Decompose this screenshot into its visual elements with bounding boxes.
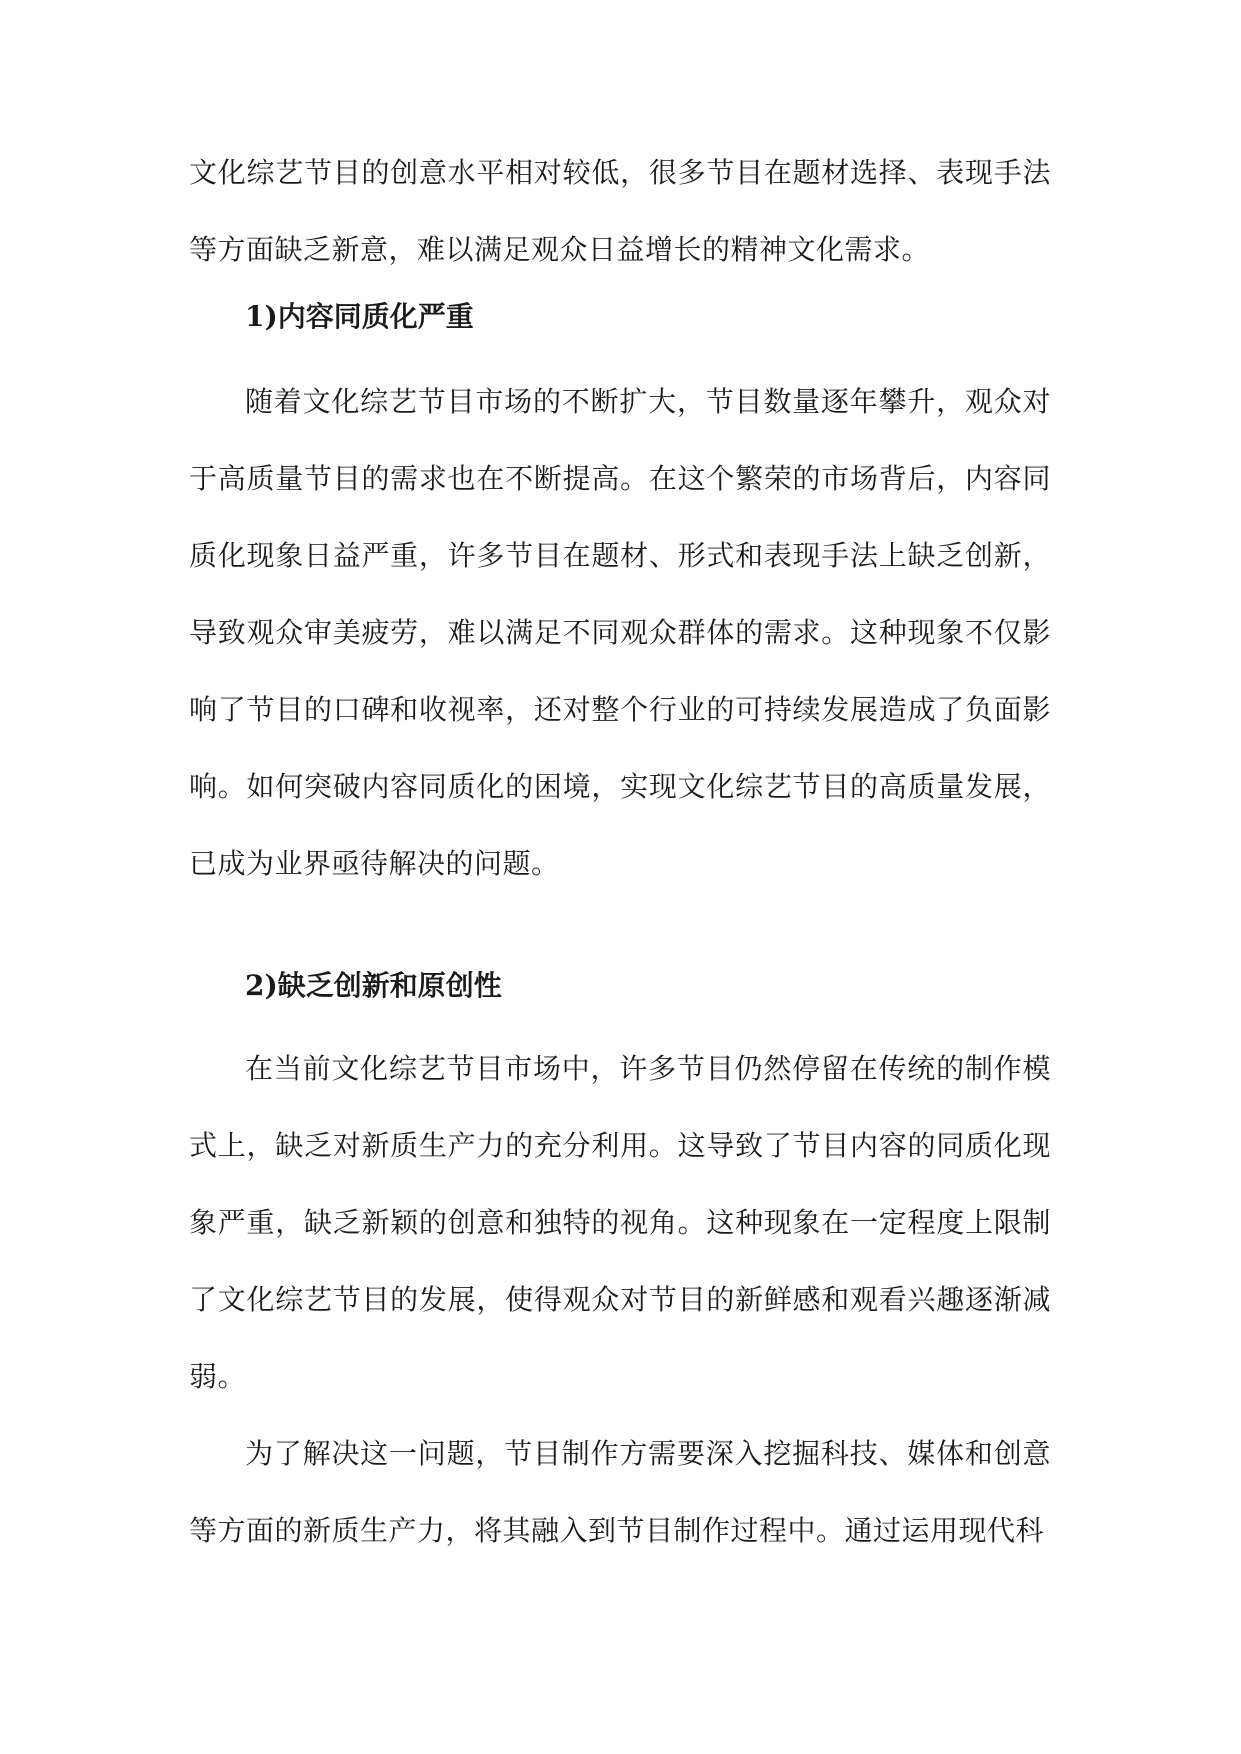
paragraph-solution: 为了解决这一问题，节目制作方需要深入挖掘科技、媒体和创意等方面的新质生产力，将其融入到节目制作过程中。通过运用现代科 (189, 1437, 1051, 1547)
section-heading-2: 2)缺乏创新和原创性 (245, 969, 502, 1002)
paragraph-lack-innovation: 在当前文化综艺节目市场中，许多节目仍然停留在传统的制作模式上，缺乏对新质生产力的充分利用。这导致了节目内容的同质化现象严重，缺乏新颖的创意和独特的视角。这种现象在一定程度上限制了文化综艺节目的发展，使得观众对节目的新鲜感和观看兴趣逐渐减弱。 (189, 1052, 1051, 1393)
section-heading-1: 1)内容同质化严重 (245, 300, 474, 333)
paragraph-intro: 文化综艺节目的创意水平相对较低，很多节目在题材选择、表现手法等方面缺乏新意，难以满足观众日益增长的精神文化需求。 (189, 156, 1051, 266)
paragraph-homogenization: 随着文化综艺节目市场的不断扩大，节目数量逐年攀升，观众对于高质量节目的需求也在不断提高。在这个繁荣的市场背后，内容同质化现象日益严重，许多节目在题材、形式和表现手法上缺乏创新，导致观众审美疲劳，难以满足不同观众群体的需求。这种现象不仅影响了节目的口碑和收视率，还对整个行业的可持续发展造成了负面影响。如何突破内容同质化的困境，实现文化综艺节目的高质量发展，已成为业界亟待解决的问题。 (189, 385, 1051, 880)
